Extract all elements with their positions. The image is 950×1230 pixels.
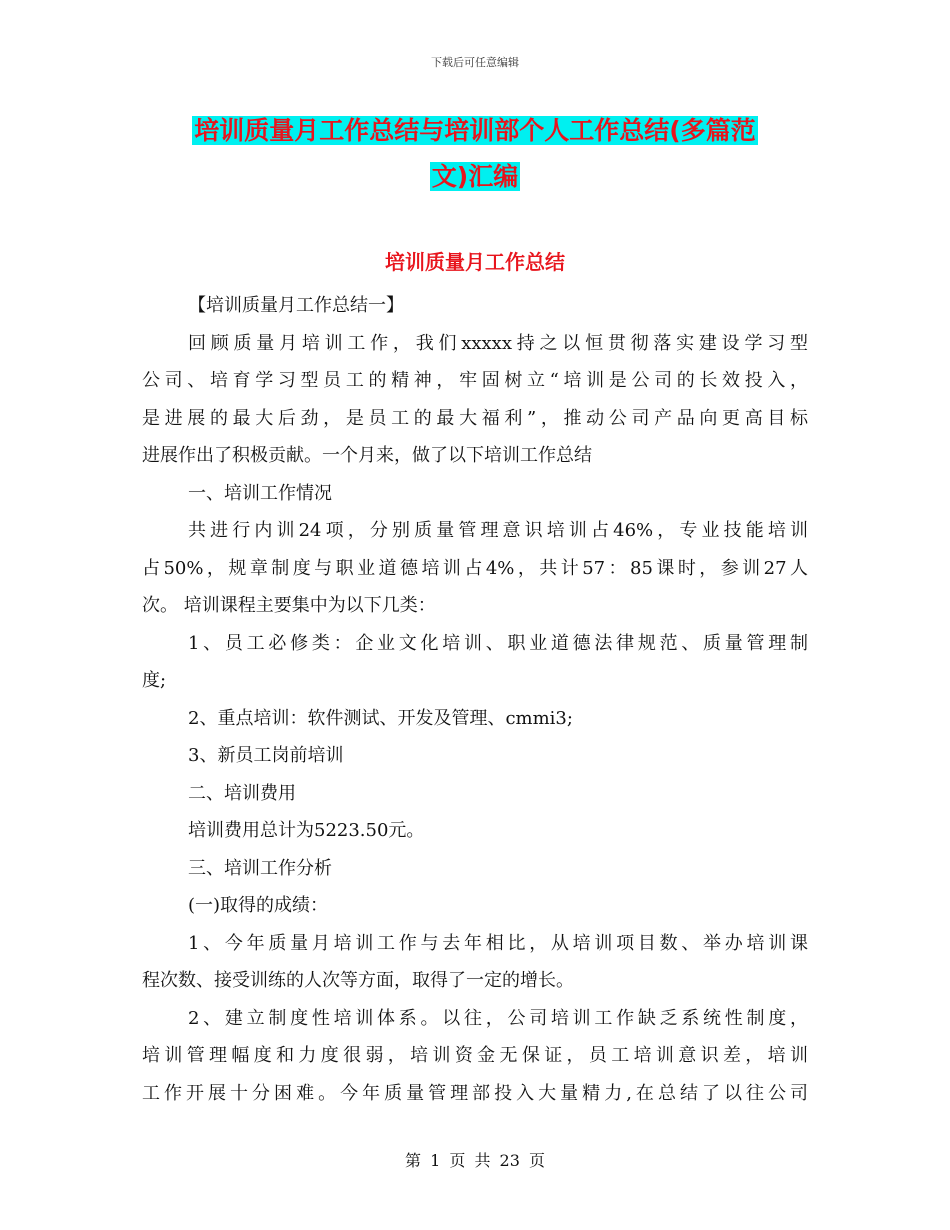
section-title: 培训质量月工作总结 bbox=[385, 250, 565, 274]
text-line: 工作开展十分困难。今年质量管理部投入大量精力,在总结了以往公司 bbox=[142, 1082, 808, 1104]
text-line: 次。 培训课程主要集中为以下几类： bbox=[142, 595, 436, 616]
text-line: 回顾质量月培训工作，我们xxxxx持之以恒贯彻落实建设学习型 bbox=[188, 332, 808, 354]
text-line: 公司、培育学习型员工的精神，牢固树立“培训是公司的长效投入， bbox=[142, 370, 808, 391]
document-title bbox=[150, 108, 800, 200]
text-line: 程次数、接受训练的人次等方面，取得了一定的增长。 bbox=[142, 970, 574, 991]
text-line: 2、重点培训：软件测试、开发及管理、cmmi3; bbox=[188, 707, 573, 729]
text-line: 1、今年质量月培训工作与去年相比，从培训项目数、举办培训课 bbox=[188, 932, 808, 954]
text-line: 是进展的最大后劲，是员工的最大福利”，推动公司产品向更高目标 bbox=[142, 407, 808, 429]
text-line: 一、培训工作情况 bbox=[188, 482, 332, 504]
text-line: 占50%，规章制度与职业道德培训占4%，共计57：85课时，参训27人 bbox=[142, 557, 808, 579]
text-line: 二、培训费用 bbox=[188, 782, 296, 804]
text-line: 培训管理幅度和力度很弱，培训资金无保证，员工培训意识差，培训 bbox=[142, 1045, 808, 1066]
text-line: 进展作出了积极贡献。一个月来，做了以下培训工作总结 bbox=[142, 445, 592, 466]
text-line: 2、建立制度性培训体系。以往，公司培训工作缺乏系统性制度， bbox=[188, 1007, 808, 1029]
text-line: 【培训质量月工作总结一】 bbox=[188, 295, 404, 316]
page-footer: 第 1 页 共 23 页 bbox=[405, 1151, 545, 1170]
page-header: 下载后可任意编辑 bbox=[431, 56, 519, 69]
title-line-1: 培训质量月工作总结与培训部个人工作总结(多篇范 bbox=[194, 116, 756, 145]
body-text bbox=[142, 287, 808, 1112]
text-line: 三、培训工作分析 bbox=[188, 857, 332, 879]
text-line: 度; bbox=[142, 670, 167, 691]
text-line: 1、员工必修类：企业文化培训、职业道德法律规范、质量管理制 bbox=[188, 632, 808, 654]
text-line: 共进行内训24项，分别质量管理意识培训占46%，专业技能培训 bbox=[188, 520, 808, 541]
text-line: 3、新员工岗前培训 bbox=[188, 745, 344, 766]
title-line-2: 文)汇编 bbox=[431, 162, 519, 191]
text-line: 培训费用总计为5223.50元。 bbox=[188, 820, 425, 841]
text-line: (一)取得的成绩： bbox=[188, 895, 329, 916]
